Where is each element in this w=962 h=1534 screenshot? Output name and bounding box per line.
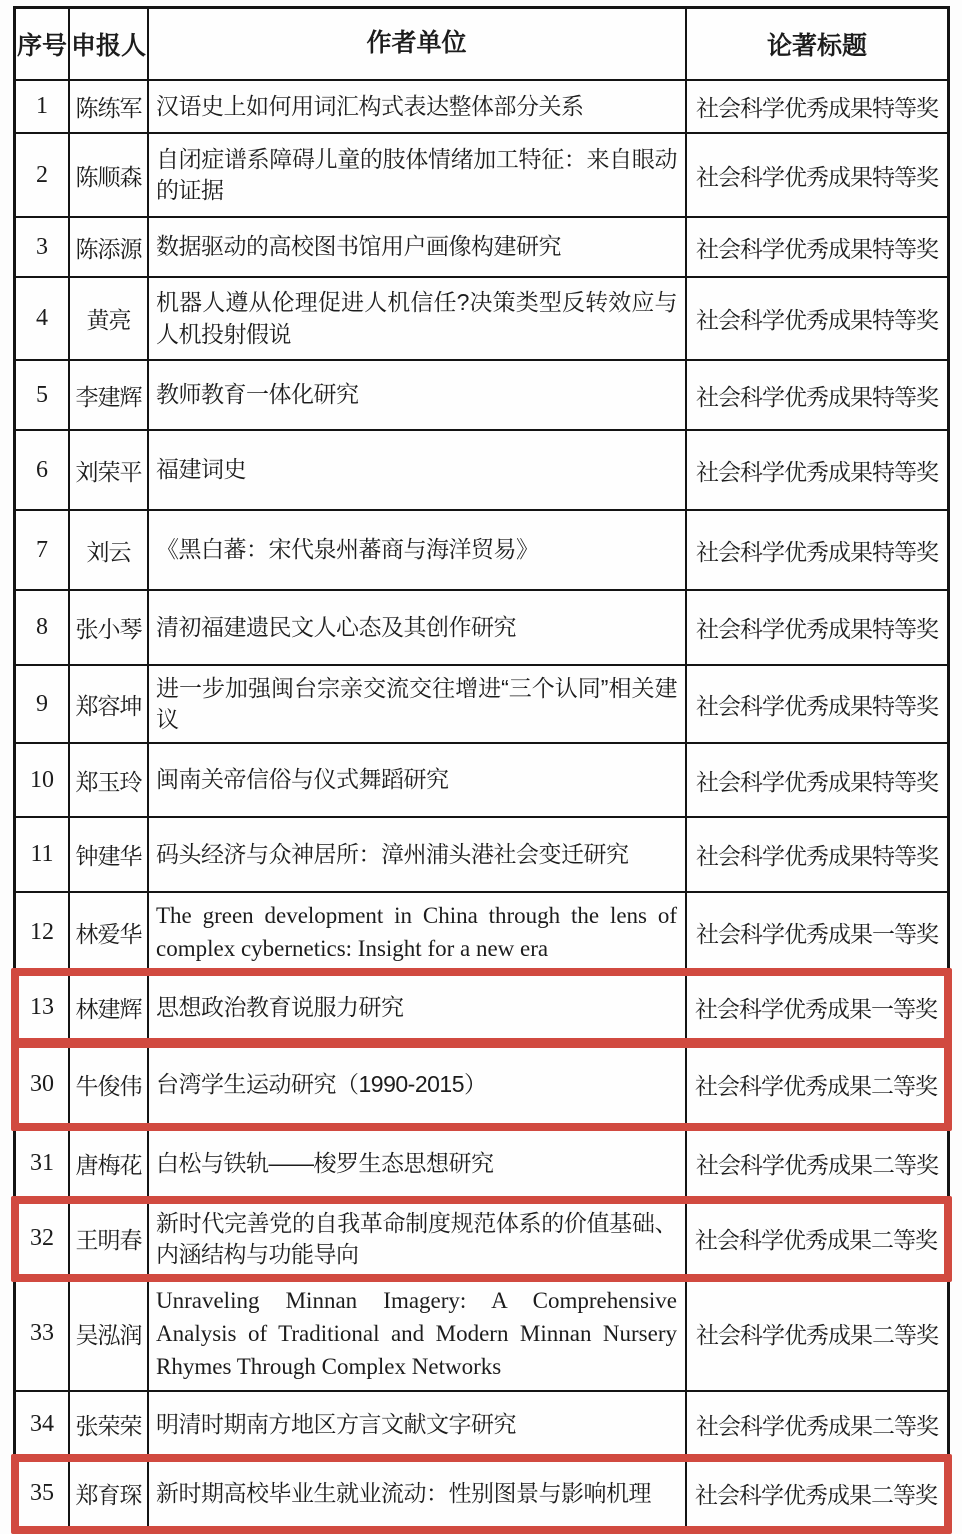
cell-award-text: 社会科学优秀成果特等奖 (696, 163, 938, 190)
cell-award (687, 218, 947, 276)
header-label: 论著标题 (766, 32, 867, 60)
table-row (16, 511, 947, 591)
cell-applicant-text: 刘荣平 (75, 458, 142, 485)
cell-serial (16, 278, 70, 359)
cell-applicant-text: 王明春 (75, 1227, 142, 1254)
cell-serial-text: 7 (36, 536, 48, 563)
header-label: 序号 (16, 32, 67, 60)
cell-award (687, 278, 947, 359)
cell-title (149, 1202, 687, 1276)
cell-title-text: 福建词史 (156, 456, 246, 483)
cell-award (687, 591, 947, 664)
cell-award (687, 974, 947, 1042)
cell-award-text: 社会科学优秀成果特等奖 (696, 538, 938, 565)
cell-award (687, 1392, 947, 1458)
cell-title (149, 1127, 687, 1200)
cell-serial (16, 1202, 70, 1276)
table-row (16, 1392, 947, 1460)
cell-serial-text: 6 (36, 456, 48, 483)
header-label: 申报人 (70, 32, 146, 60)
cell-serial-text: 11 (30, 841, 54, 867)
cell-applicant (70, 278, 149, 359)
cell-applicant-text: 刘云 (86, 538, 131, 565)
cell-serial-text: 5 (36, 381, 48, 408)
table-row (16, 278, 947, 361)
cell-serial (16, 818, 70, 891)
cell-title (149, 591, 687, 664)
cell-applicant-text: 陈练军 (75, 95, 142, 121)
table-row (16, 818, 947, 893)
cell-applicant (70, 1044, 149, 1125)
cell-title (149, 1392, 687, 1458)
cell-award (687, 511, 947, 589)
cell-serial-text: 9 (36, 690, 48, 717)
cell-title (149, 666, 687, 742)
cell-serial (16, 974, 70, 1042)
cell-award-text: 社会科学优秀成果特等奖 (696, 458, 938, 485)
cell-serial (16, 511, 70, 589)
cell-applicant-text: 陈添源 (75, 235, 142, 262)
table-row (16, 591, 947, 666)
cell-applicant (70, 666, 149, 742)
cell-title (149, 974, 687, 1042)
cell-applicant (70, 893, 149, 972)
cell-title (149, 744, 687, 816)
cell-applicant (70, 1202, 149, 1276)
cell-serial (16, 893, 70, 972)
cell-title-text: Unraveling Minnan Imagery: A Comprehensive Analysis of Traditional and Modern Minnan Nursery Rhymes Through Complex Networks (156, 1287, 677, 1380)
table-row (16, 1460, 947, 1530)
cell-title (149, 511, 687, 589)
cell-title-text: 闽南关帝信俗与仪式舞蹈研究 (156, 766, 449, 793)
cell-award-text: 社会科学优秀成果特等奖 (696, 768, 938, 795)
cell-serial (16, 744, 70, 816)
table-row (16, 361, 947, 431)
cell-award (687, 1460, 947, 1528)
cell-serial (16, 666, 70, 742)
cell-award (687, 744, 947, 816)
cell-serial (16, 81, 70, 132)
table-row (16, 81, 947, 134)
cell-applicant (70, 591, 149, 664)
cell-award (687, 81, 947, 132)
cell-serial (16, 1392, 70, 1458)
cell-applicant (70, 81, 149, 132)
table-row (16, 134, 947, 218)
cell-award-text: 社会科学优秀成果特等奖 (696, 235, 938, 262)
cell-serial-text: 10 (30, 766, 54, 793)
cell-award-text: 社会科学优秀成果特等奖 (696, 95, 938, 121)
cell-award-text: 社会科学优秀成果一等奖 (695, 996, 937, 1023)
cell-title (149, 81, 687, 132)
cell-serial-text: 1 (36, 93, 48, 119)
cell-award (687, 1044, 947, 1125)
cell-serial (16, 218, 70, 276)
cell-applicant (70, 431, 149, 509)
cell-title (149, 361, 687, 429)
header-label: 作者单位 (366, 29, 467, 58)
cell-applicant-text: 唐梅花 (75, 1151, 142, 1178)
cell-serial-text: 8 (36, 614, 48, 640)
cell-applicant (70, 218, 149, 276)
cell-award (687, 666, 947, 742)
cell-award-text: 社会科学优秀成果一等奖 (696, 920, 938, 947)
cell-award (687, 1127, 947, 1200)
header-cell-serial (16, 9, 70, 79)
cell-award-text: 社会科学优秀成果二等奖 (695, 1072, 937, 1099)
cell-serial-text: 33 (30, 1320, 54, 1347)
cell-award (687, 1202, 947, 1276)
cell-serial-text: 31 (30, 1149, 54, 1176)
cell-title (149, 134, 687, 216)
header-cell-applicant (70, 9, 149, 79)
cell-serial-text: 12 (30, 918, 54, 945)
table-row (16, 974, 947, 1044)
table-row (16, 1278, 947, 1392)
cell-award-text: 社会科学优秀成果二等奖 (696, 1151, 938, 1178)
cell-award-text: 社会科学优秀成果特等奖 (696, 692, 938, 719)
cell-award (687, 134, 947, 216)
cell-serial (16, 591, 70, 664)
cell-title-text: 进一步加强闽台宗亲交流交往增进“三个认同”相关建议 (156, 674, 677, 732)
cell-title-text: 码头经济与众神居所：漳州浦头港社会变迁研究 (156, 840, 629, 867)
cell-applicant-text: 牛俊伟 (75, 1072, 142, 1099)
cell-applicant-text: 吴泓润 (75, 1322, 142, 1349)
table-header-row (16, 9, 947, 81)
cell-applicant-text: 钟建华 (75, 843, 142, 869)
cell-award-text: 社会科学优秀成果特等奖 (696, 616, 938, 642)
cell-title (149, 278, 687, 359)
cell-title-text: 机器人遵从伦理促进人机信任?决策类型反转效应与人机投射假说 (156, 289, 677, 347)
cell-title-text: 白松与铁轨——梭罗生态思想研究 (156, 1149, 494, 1176)
cell-applicant (70, 1278, 149, 1390)
cell-serial-text: 35 (30, 1480, 54, 1507)
cell-applicant-text: 黄亮 (86, 307, 131, 333)
cell-title (149, 1044, 687, 1125)
cell-title-text: 汉语史上如何用词汇构式表达整体部分关系 (156, 92, 584, 119)
awards-table (13, 6, 950, 1530)
cell-serial (16, 361, 70, 429)
table-row (16, 666, 947, 744)
cell-applicant-text: 郑育琛 (75, 1482, 142, 1509)
cell-serial-text: 32 (30, 1225, 54, 1252)
cell-title-text: 新时期高校毕业生就业流动：性别图景与影响机理 (156, 1480, 651, 1507)
cell-applicant-text: 郑容坤 (75, 692, 142, 719)
cell-title-text: 台湾学生运动研究（1990-2015） (156, 1070, 487, 1097)
cell-applicant (70, 361, 149, 429)
cell-serial-text: 34 (30, 1411, 54, 1438)
cell-applicant (70, 818, 149, 891)
cell-applicant-text: 张小琴 (75, 616, 142, 642)
cell-title (149, 431, 687, 509)
cell-title (149, 1460, 687, 1528)
cell-award (687, 1278, 947, 1390)
cell-serial (16, 1278, 70, 1390)
cell-title-text: 教师教育一体化研究 (156, 381, 359, 408)
header-cell-work-title (687, 9, 947, 79)
cell-applicant (70, 974, 149, 1042)
cell-serial (16, 1127, 70, 1200)
cell-serial (16, 1460, 70, 1528)
cell-award-text: 社会科学优秀成果特等奖 (696, 383, 938, 410)
cell-award-text: 社会科学优秀成果二等奖 (696, 1322, 938, 1349)
cell-applicant (70, 511, 149, 589)
cell-serial-text: 2 (36, 161, 48, 188)
cell-title-text: 清初福建遗民文人心态及其创作研究 (156, 613, 516, 640)
cell-applicant-text: 陈顺森 (75, 163, 142, 190)
cell-applicant (70, 1127, 149, 1200)
header-cell-author-unit (149, 9, 687, 79)
cell-award (687, 893, 947, 972)
cell-title-text: 自闭症谱系障碍儿童的肢体情绪加工特征：来自眼动的证据 (156, 145, 677, 203)
cell-applicant-text: 林建辉 (75, 996, 142, 1023)
table-row (16, 1044, 947, 1127)
cell-serial (16, 431, 70, 509)
cell-title-text: 思想政治教育说服力研究 (156, 994, 404, 1021)
table-row (16, 1127, 947, 1202)
table-row (16, 1202, 947, 1278)
cell-award-text: 社会科学优秀成果二等奖 (696, 1413, 938, 1440)
cell-applicant (70, 1460, 149, 1528)
cell-serial-text: 13 (30, 994, 54, 1021)
cell-award-text: 社会科学优秀成果二等奖 (695, 1227, 937, 1254)
cell-serial-text: 3 (36, 233, 48, 260)
cell-award-text: 社会科学优秀成果特等奖 (696, 307, 938, 333)
cell-award-text: 社会科学优秀成果特等奖 (696, 843, 938, 869)
cell-applicant (70, 744, 149, 816)
cell-serial-text: 4 (36, 305, 48, 331)
cell-title (149, 893, 687, 972)
cell-title (149, 818, 687, 891)
table-body (16, 81, 947, 1530)
cell-serial (16, 134, 70, 216)
cell-title (149, 218, 687, 276)
cell-applicant (70, 1392, 149, 1458)
cell-serial-text: 30 (30, 1070, 54, 1097)
cell-award (687, 431, 947, 509)
cell-award (687, 361, 947, 429)
table-row (16, 893, 947, 974)
cell-applicant (70, 134, 149, 216)
table-row (16, 218, 947, 278)
cell-applicant-text: 郑玉玲 (75, 768, 142, 795)
cell-title-text: 数据驱动的高校图书馆用户画像构建研究 (156, 233, 561, 260)
cell-title-text: 新时代完善党的自我革命制度规范体系的价值基础、内涵结构与功能导向 (156, 1209, 677, 1267)
cell-applicant-text: 林爱华 (75, 920, 142, 947)
cell-title-text: 《黑白蕃：宋代泉州蕃商与海洋贸易》 (156, 536, 539, 563)
cell-serial (16, 1044, 70, 1125)
cell-award-text: 社会科学优秀成果二等奖 (695, 1482, 937, 1509)
cell-award (687, 818, 947, 891)
cell-applicant-text: 张荣荣 (75, 1413, 142, 1440)
cell-applicant-text: 李建辉 (75, 383, 142, 410)
cell-title-text: The green development in China through the lens of complex cybernetics: Insight for a new era (156, 903, 677, 962)
table-row (16, 744, 947, 818)
cell-title (149, 1278, 687, 1390)
cell-title-text: 明清时期南方地区方言文献文字研究 (156, 1411, 516, 1438)
table-row (16, 431, 947, 511)
